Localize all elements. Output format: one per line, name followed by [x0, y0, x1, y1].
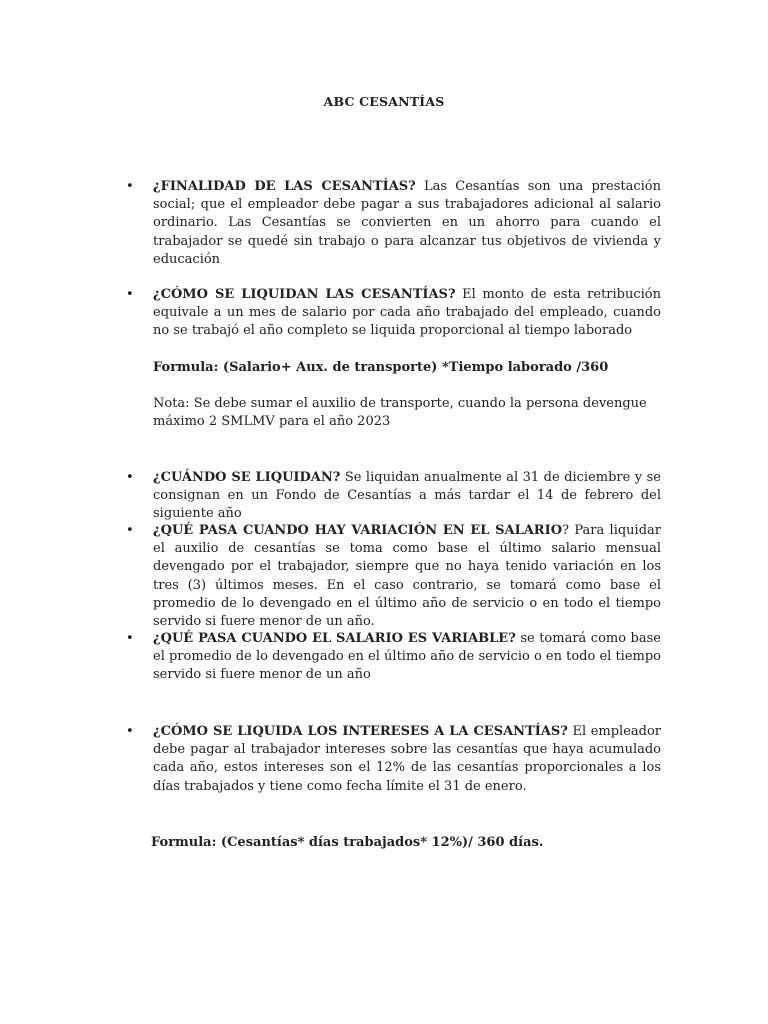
formula-intereses: Formula: (Cesantías* días trabajados* 12%)/ 360 días. — [151, 835, 544, 850]
list-item-cuando-liquidan — [153, 469, 661, 524]
item-question: ¿CÓMO SE LIQUIDAN LAS CESANTÍAS? — [153, 287, 456, 302]
formula-cesantias: Formula: (Salario+ Aux. de transporte) *Tiempo laborado /360 — [153, 360, 609, 375]
bullet-icon — [126, 178, 140, 196]
item-answer: ? Para liquidar el auxilio de cesantías se toma como base el último salario mensual devengado por el trabajador, siempre que no haya tenido variación en los tres (3) últimos meses. En el caso contrario, se tomará como base el promedio de lo devengado en el último año de servicio o en todo el tiempo servido si fuere menor de un año. — [153, 523, 661, 630]
list-item-salario-variable — [153, 630, 661, 685]
bullet-icon — [126, 630, 140, 648]
bullet-icon — [126, 286, 140, 304]
item-question: ¿CÓMO SE LIQUIDA LOS INTERESES A LA CESANTÍAS? — [153, 724, 568, 739]
list-item-intereses — [153, 723, 661, 796]
list-item-finalidad — [153, 178, 661, 269]
item-answer: El empleador debe pagar al trabajador intereses sobre las cesantías que haya acumulado cada año, estos intereses son el 12% de las cesantías proporcionales a los días trabajados y tiene como fecha límite el 31 de enero. — [153, 724, 662, 794]
item-question: ¿QUÉ PASA CUANDO EL SALARIO ES VARIABLE? — [153, 631, 516, 646]
bullet-icon — [126, 522, 140, 540]
bullet-icon — [126, 723, 140, 741]
item-answer: El monto de esta retribución equivale a un mes de salario por cada año trabajado del empleado, cuando no se trabajó el año completo se liquida proporcional al tiempo laborado — [153, 287, 662, 339]
list-item-variacion-salario — [153, 522, 661, 631]
item-question: ¿CUÁNDO SE LIQUIDAN? — [153, 470, 341, 485]
note-text: Nota: Se debe sumar el auxilio de transporte, cuando la persona devengue máximo 2 SMLMV para el año 2023 — [153, 396, 647, 430]
item-question: ¿QUÉ PASA CUANDO HAY VARIACIÓN EN EL SALARIO — [153, 523, 563, 538]
item-answer: se tomará como base el promedio de lo devengado en el último año de servicio o en todo el tiempo servido si fuere menor de un año — [153, 631, 661, 683]
list-item-como-liquidan — [153, 286, 661, 341]
page-title: ABC CESANTÍAS — [323, 94, 445, 109]
item-question: ¿FINALIDAD DE LAS CESANTÍAS? — [153, 179, 416, 194]
bullet-icon — [126, 469, 140, 487]
item-answer: Se liquidan anualmente al 31 de diciembre y se consignan en un Fondo de Cesantías a más tardar el 14 de febrero del siguiente año — [153, 470, 662, 522]
item-answer: Las Cesantías son una prestación social; que el empleador debe pagar a sus trabajadores adicional al salario ordinario. Las Cesantías se convierten en un ahorro para cuando el trabajador se quedé sin trabajo o para alcanzar tus objetivos de vivienda y educación — [153, 179, 661, 267]
